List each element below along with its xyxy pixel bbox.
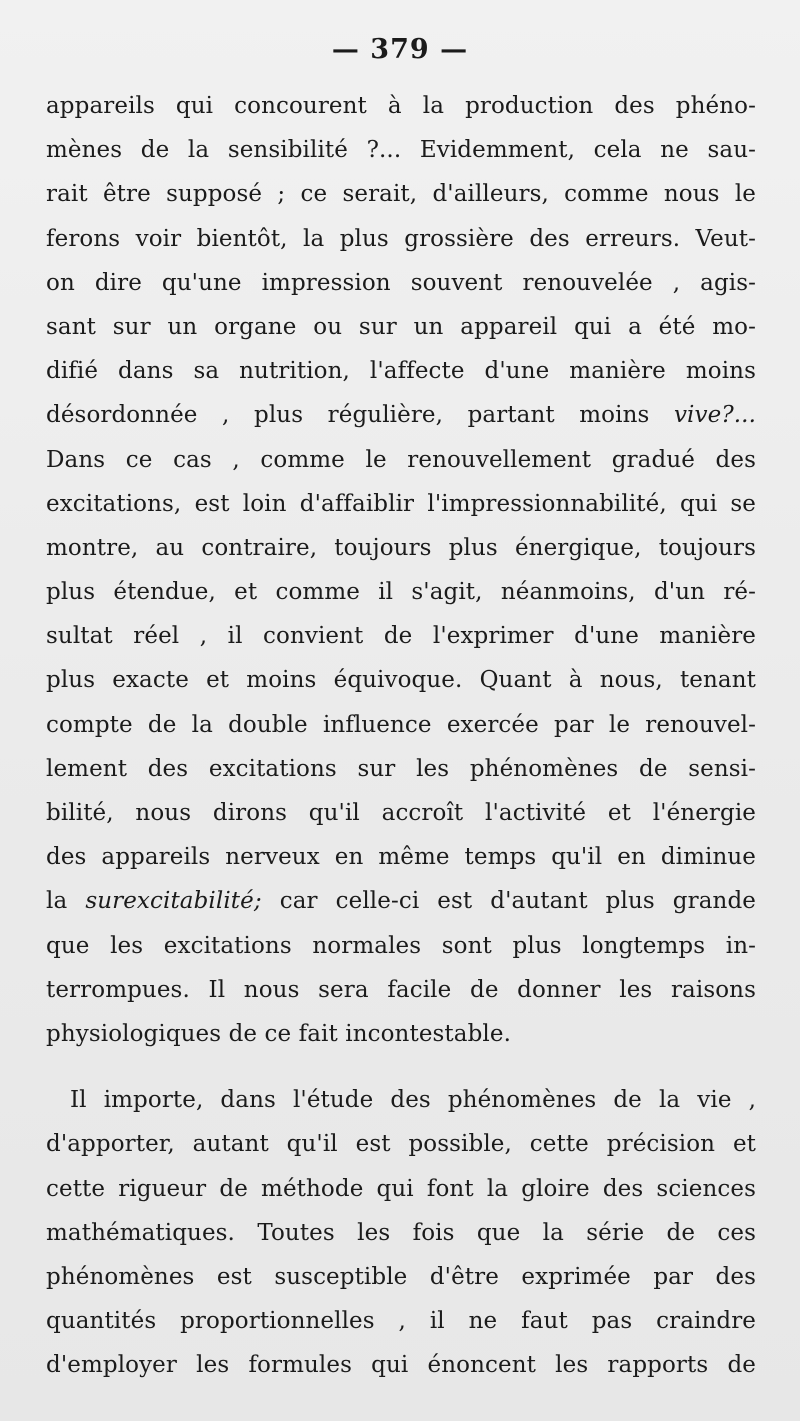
text-line: physiologiques de ce fait incontestable. [46, 1020, 511, 1047]
text-line: mathématiques. Toutes les fois que la série de ces [46, 1219, 756, 1246]
text-line: des appareils nerveux en même temps qu'il en diminue [46, 844, 756, 871]
text-line: excitations, est loin d'affaiblir l'impressionnabilité, qui se [46, 490, 756, 517]
text-line: quantités proportionnelles , il ne faut pas craindre [46, 1308, 756, 1335]
text-segment: la [46, 888, 68, 915]
text-line: Il importe, dans l'étude des phénomènes de la vie , [70, 1087, 756, 1114]
text-line: rait être supposé ; ce serait, d'ailleurs, comme nous le [46, 181, 756, 208]
text-segment: désordonnée , plus régulière, partant moins [46, 402, 650, 429]
page-number: — 379 — [331, 34, 469, 65]
text-line: d'apporter, autant qu'il est possible, cette précision et [46, 1131, 756, 1158]
paragraph-1 [46, 84, 756, 1056]
text-line: ferons voir bientôt, la plus grossière des erreurs. Veut- [46, 225, 756, 252]
text-line: lement des excitations sur les phénomènes de sensi- [46, 755, 756, 782]
text-line: compte de la double influence exercée par le renouvel- [46, 711, 756, 738]
paragraph-gap [46, 1056, 756, 1078]
text-line: sant sur un organe ou sur un appareil qui a été mo- [46, 313, 756, 340]
paragraph-2 [46, 1078, 756, 1387]
text-line [46, 393, 756, 437]
italic-text: surexcitabilité; [85, 888, 262, 915]
text-line: cette rigueur de méthode qui font la gloire des sciences [46, 1175, 756, 1202]
text-line: plus exacte et moins équivoque. Quant à nous, tenant [46, 667, 756, 694]
text-line: sultat réel , il convient de l'exprimer d'une manière [46, 623, 756, 650]
text-line: on dire qu'une impression souvent renouvelée , agis- [46, 269, 756, 296]
text-line [46, 879, 756, 923]
text-line: difié dans sa nutrition, l'affecte d'une manière moins [46, 358, 756, 385]
text-line: que les excitations normales sont plus longtemps in- [46, 932, 756, 959]
text-line: Dans ce cas , comme le renouvellement gradué des [46, 446, 756, 473]
text-line: terrompues. Il nous sera facile de donner les raisons [46, 976, 756, 1003]
text-line: mènes de la sensibilité ?... Evidemment, cela ne sau- [46, 137, 756, 164]
body-text [46, 84, 756, 1387]
text-line: bilité, nous dirons qu'il accroît l'activité et l'énergie [46, 800, 756, 826]
text-line: d'employer les formules qui énoncent les rapports de [46, 1352, 756, 1379]
italic-text: vive?... [673, 402, 756, 429]
text-line: phénomènes est susceptible d'être exprimée par des [46, 1263, 756, 1290]
text-line: plus étendue, et comme il s'agit, néanmoins, d'un ré- [46, 579, 756, 606]
text-segment: car celle-ci est d'autant plus grande [279, 888, 756, 915]
text-line: montre, au contraire, toujours plus énergique, toujours [46, 534, 756, 561]
text-line: appareils qui concourent à la production des phéno- [46, 93, 756, 119]
